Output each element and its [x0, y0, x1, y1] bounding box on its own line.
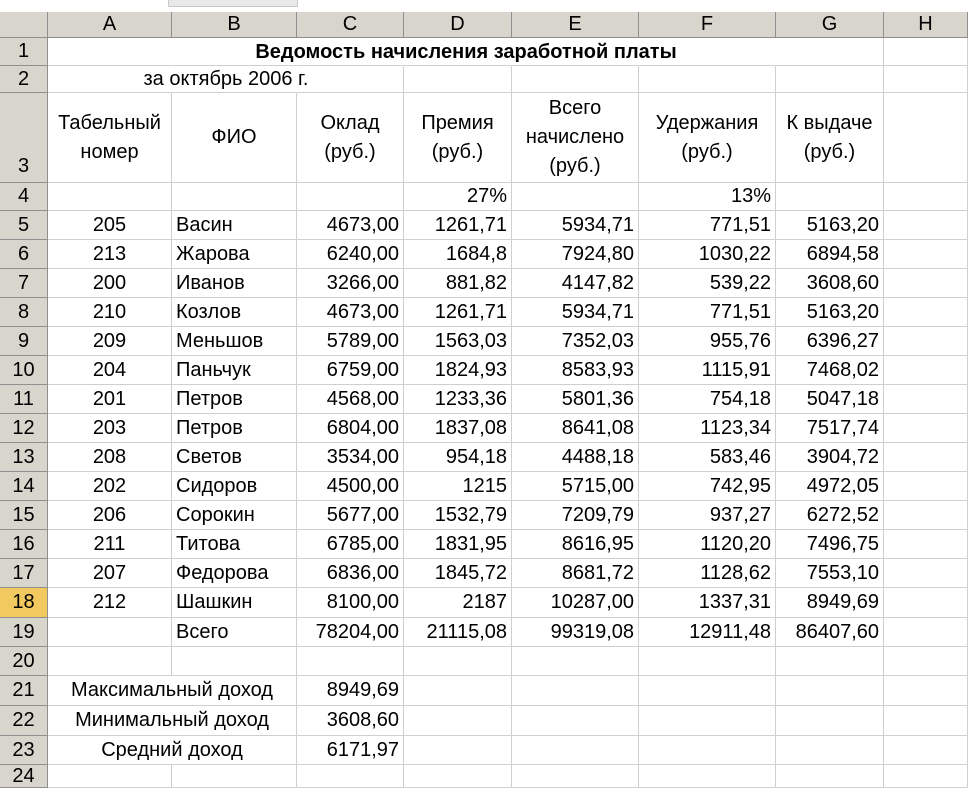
header-deduct[interactable]: Удержания (руб.): [639, 93, 776, 183]
cell-d7[interactable]: 881,82: [404, 269, 512, 298]
cell-b18[interactable]: Шашкин: [172, 588, 297, 618]
stat-value[interactable]: 8949,69: [297, 676, 404, 706]
column-header-f[interactable]: F: [639, 12, 776, 38]
cell-c9[interactable]: 5789,00: [297, 327, 404, 356]
cell-d11[interactable]: 1233,36: [404, 385, 512, 414]
column-header-g[interactable]: G: [776, 12, 884, 38]
cell-f18[interactable]: 1337,31: [639, 588, 776, 618]
row-header-3[interactable]: 3: [0, 93, 48, 183]
cell-a6[interactable]: 213: [48, 240, 172, 269]
cell-b5[interactable]: Васин: [172, 211, 297, 240]
cell-h2[interactable]: [884, 66, 968, 93]
select-all-corner[interactable]: [0, 12, 48, 38]
cell-d6[interactable]: 1684,8: [404, 240, 512, 269]
cell-d9[interactable]: 1563,03: [404, 327, 512, 356]
cell-f16[interactable]: 1120,20: [639, 530, 776, 559]
cell-h9[interactable]: [884, 327, 968, 356]
row-header-1[interactable]: 1: [0, 38, 48, 66]
cell-e14[interactable]: 5715,00: [512, 472, 639, 501]
cell-f8[interactable]: 771,51: [639, 298, 776, 327]
cell-g5[interactable]: 5163,20: [776, 211, 884, 240]
cell-c24[interactable]: [297, 765, 404, 788]
cell-h1[interactable]: [884, 38, 968, 66]
sheet-title: Ведомость начисления заработной платы: [255, 40, 677, 63]
cell-a15[interactable]: 206: [48, 501, 172, 530]
cell-f5[interactable]: 771,51: [639, 211, 776, 240]
stat-label: Минимальный доход: [48, 706, 297, 736]
cell-d17[interactable]: 1845,72: [404, 559, 512, 588]
cell-f20[interactable]: [639, 647, 776, 676]
cell-a7[interactable]: 200: [48, 269, 172, 298]
header-salary[interactable]: Оклад (руб.): [297, 93, 404, 183]
header-bonus[interactable]: Премия (руб.): [404, 93, 512, 183]
row-header-9[interactable]: 9: [0, 327, 48, 356]
cell-d15[interactable]: 1532,79: [404, 501, 512, 530]
cell-f9[interactable]: 955,76: [639, 327, 776, 356]
cell-a10[interactable]: 204: [48, 356, 172, 385]
column-header-c[interactable]: C: [297, 12, 404, 38]
cell-b16[interactable]: Титова: [172, 530, 297, 559]
header-total[interactable]: Всего начислено (руб.): [512, 93, 639, 183]
sheet-subtitle: за октябрь 2006 г.: [143, 68, 309, 90]
cell-e13[interactable]: 4488,18: [512, 443, 639, 472]
toolbar-edge: [0, 0, 968, 12]
cell-a5[interactable]: 205: [48, 211, 172, 240]
row-header-10[interactable]: 10: [0, 356, 48, 385]
cell-g20[interactable]: [776, 647, 884, 676]
cell-a14[interactable]: 202: [48, 472, 172, 501]
cell-g13[interactable]: 3904,72: [776, 443, 884, 472]
row-header-22[interactable]: 22: [0, 706, 48, 736]
cell-g21[interactable]: [776, 676, 884, 706]
cell-c13[interactable]: 3534,00: [297, 443, 404, 472]
cell-h20[interactable]: [884, 647, 968, 676]
cell-f12[interactable]: 1123,34: [639, 414, 776, 443]
cell-g10[interactable]: 7468,02: [776, 356, 884, 385]
cell-e22[interactable]: [512, 706, 639, 736]
cell-c14[interactable]: 4500,00: [297, 472, 404, 501]
cell-g7[interactable]: 3608,60: [776, 269, 884, 298]
cell-f7[interactable]: 539,22: [639, 269, 776, 298]
row-header-16[interactable]: 16: [0, 530, 48, 559]
cell-b11[interactable]: Петров: [172, 385, 297, 414]
cell-d24[interactable]: [404, 765, 512, 788]
cell-b7[interactable]: Иванов: [172, 269, 297, 298]
cell-a20[interactable]: [48, 647, 172, 676]
cell-d8[interactable]: 1261,71: [404, 298, 512, 327]
cell-d23[interactable]: [404, 736, 512, 765]
cell-b8[interactable]: Козлов: [172, 298, 297, 327]
cell-h6[interactable]: [884, 240, 968, 269]
cell-h21[interactable]: [884, 676, 968, 706]
cell-a16[interactable]: 211: [48, 530, 172, 559]
cell-c10[interactable]: 6759,00: [297, 356, 404, 385]
column-header-d[interactable]: D: [404, 12, 512, 38]
cell-d21[interactable]: [404, 676, 512, 706]
row-header-15[interactable]: 15: [0, 501, 48, 530]
cell-g4[interactable]: [776, 183, 884, 211]
cell-e23[interactable]: [512, 736, 639, 765]
cell-h11[interactable]: [884, 385, 968, 414]
row-header-17[interactable]: 17: [0, 559, 48, 588]
header-payout[interactable]: К выдаче (руб.): [776, 93, 884, 183]
cell-f2[interactable]: [639, 66, 776, 93]
cell-e16[interactable]: 8616,95: [512, 530, 639, 559]
cell-e17[interactable]: 8681,72: [512, 559, 639, 588]
cell-c16[interactable]: 6785,00: [297, 530, 404, 559]
cell-h23[interactable]: [884, 736, 968, 765]
stat-label: Максимальный доход: [48, 676, 297, 706]
cell-e15[interactable]: 7209,79: [512, 501, 639, 530]
row-header-8[interactable]: 8: [0, 298, 48, 327]
cell-c7[interactable]: 3266,00: [297, 269, 404, 298]
cell-e2[interactable]: [512, 66, 639, 93]
cell-h18[interactable]: [884, 588, 968, 618]
cell-h8[interactable]: [884, 298, 968, 327]
cell-a18[interactable]: 212: [48, 588, 172, 618]
cell-d16[interactable]: 1831,95: [404, 530, 512, 559]
row-header-6[interactable]: 6: [0, 240, 48, 269]
row-header-23[interactable]: 23: [0, 736, 48, 765]
cell-c6[interactable]: 6240,00: [297, 240, 404, 269]
cell-c12[interactable]: 6804,00: [297, 414, 404, 443]
sheet-tab-edge: [168, 0, 298, 7]
cell-d12[interactable]: 1837,08: [404, 414, 512, 443]
cell-a19[interactable]: [48, 618, 172, 647]
row-header-11[interactable]: 11: [0, 385, 48, 414]
cell-e7[interactable]: 4147,82: [512, 269, 639, 298]
stat-value[interactable]: 6171,97: [297, 736, 404, 765]
cell-g9[interactable]: 6396,27: [776, 327, 884, 356]
cell-f23[interactable]: [639, 736, 776, 765]
cell-h17[interactable]: [884, 559, 968, 588]
cell-h4[interactable]: [884, 183, 968, 211]
cell-f13[interactable]: 583,46: [639, 443, 776, 472]
cell-f24[interactable]: [639, 765, 776, 788]
cell-e12[interactable]: 8641,08: [512, 414, 639, 443]
cell-g14[interactable]: 4972,05: [776, 472, 884, 501]
cell-d13[interactable]: 954,18: [404, 443, 512, 472]
cell-c4[interactable]: [297, 183, 404, 211]
row-header-4[interactable]: 4: [0, 183, 48, 211]
cell-e11[interactable]: 5801,36: [512, 385, 639, 414]
cell-f22[interactable]: [639, 706, 776, 736]
bonus-rate[interactable]: 27%: [404, 183, 512, 211]
cell-a4[interactable]: [48, 183, 172, 211]
cell-d2[interactable]: [404, 66, 512, 93]
column-header-a[interactable]: A: [48, 12, 172, 38]
row-header-13[interactable]: 13: [0, 443, 48, 472]
total-deduct[interactable]: 12911,48: [639, 618, 776, 647]
cell-e18[interactable]: 10287,00: [512, 588, 639, 618]
cell-h3[interactable]: [884, 93, 968, 183]
cell-f11[interactable]: 754,18: [639, 385, 776, 414]
cell-h16[interactable]: [884, 530, 968, 559]
header-tab[interactable]: Табельный номер: [48, 93, 172, 183]
cell-g11[interactable]: 5047,18: [776, 385, 884, 414]
row-header-12[interactable]: 12: [0, 414, 48, 443]
cell-e4[interactable]: [512, 183, 639, 211]
column-header-h[interactable]: H: [884, 12, 968, 38]
row-header-7[interactable]: 7: [0, 269, 48, 298]
cell-a13[interactable]: 208: [48, 443, 172, 472]
cell-g16[interactable]: 7496,75: [776, 530, 884, 559]
cell-e21[interactable]: [512, 676, 639, 706]
cell-b24[interactable]: [172, 765, 297, 788]
deduct-rate[interactable]: 13%: [639, 183, 776, 211]
cell-h14[interactable]: [884, 472, 968, 501]
cell-h10[interactable]: [884, 356, 968, 385]
cell-h24[interactable]: [884, 765, 968, 788]
cell-g8[interactable]: 5163,20: [776, 298, 884, 327]
cell-e20[interactable]: [512, 647, 639, 676]
cell-a9[interactable]: 209: [48, 327, 172, 356]
cell-b20[interactable]: [172, 647, 297, 676]
cell-a12[interactable]: 203: [48, 414, 172, 443]
total-salary[interactable]: 78204,00: [297, 618, 404, 647]
cell-g12[interactable]: 7517,74: [776, 414, 884, 443]
cell-b15[interactable]: Сорокин: [172, 501, 297, 530]
cell-h7[interactable]: [884, 269, 968, 298]
cell-a24[interactable]: [48, 765, 172, 788]
cell-g22[interactable]: [776, 706, 884, 736]
cell-d14[interactable]: 1215: [404, 472, 512, 501]
cell-b6[interactable]: Жарова: [172, 240, 297, 269]
cell-g24[interactable]: [776, 765, 884, 788]
cell-d20[interactable]: [404, 647, 512, 676]
cell-d5[interactable]: 1261,71: [404, 211, 512, 240]
cell-f14[interactable]: 742,95: [639, 472, 776, 501]
cell-f21[interactable]: [639, 676, 776, 706]
cell-c20[interactable]: [297, 647, 404, 676]
cell-c5[interactable]: 4673,00: [297, 211, 404, 240]
row-header-21[interactable]: 21: [0, 676, 48, 706]
row-header-2[interactable]: 2: [0, 66, 48, 93]
stat-value[interactable]: 3608,60: [297, 706, 404, 736]
cell-g17[interactable]: 7553,10: [776, 559, 884, 588]
cell-g23[interactable]: [776, 736, 884, 765]
cell-h5[interactable]: [884, 211, 968, 240]
cell-a11[interactable]: 201: [48, 385, 172, 414]
cell-g2[interactable]: [776, 66, 884, 93]
cell-e5[interactable]: 5934,71: [512, 211, 639, 240]
cell-b9[interactable]: Меньшов: [172, 327, 297, 356]
cell-f10[interactable]: 1115,91: [639, 356, 776, 385]
row-header-14[interactable]: 14: [0, 472, 48, 501]
cell-e8[interactable]: 5934,71: [512, 298, 639, 327]
cell-b13[interactable]: Светов: [172, 443, 297, 472]
row-header-18[interactable]: 18: [0, 588, 48, 618]
cell-b17[interactable]: Федорова: [172, 559, 297, 588]
cell-h19[interactable]: [884, 618, 968, 647]
cell-h22[interactable]: [884, 706, 968, 736]
cell-c18[interactable]: 8100,00: [297, 588, 404, 618]
cell-g6[interactable]: 6894,58: [776, 240, 884, 269]
cell-h15[interactable]: [884, 501, 968, 530]
cell-e6[interactable]: 7924,80: [512, 240, 639, 269]
cell-a17[interactable]: 207: [48, 559, 172, 588]
cell-e10[interactable]: 8583,93: [512, 356, 639, 385]
row-header-20[interactable]: 20: [0, 647, 48, 676]
cell-c8[interactable]: 4673,00: [297, 298, 404, 327]
cell-h13[interactable]: [884, 443, 968, 472]
cell-h12[interactable]: [884, 414, 968, 443]
row-header-19[interactable]: 19: [0, 618, 48, 647]
total-total[interactable]: 99319,08: [512, 618, 639, 647]
cell-g15[interactable]: 6272,52: [776, 501, 884, 530]
cell-b4[interactable]: [172, 183, 297, 211]
cell-e24[interactable]: [512, 765, 639, 788]
header-name[interactable]: ФИО: [172, 93, 297, 183]
total-bonus[interactable]: 21115,08: [404, 618, 512, 647]
column-header-b[interactable]: B: [172, 12, 297, 38]
cell-a8[interactable]: 210: [48, 298, 172, 327]
cell-f17[interactable]: 1128,62: [639, 559, 776, 588]
totals-label[interactable]: Всего: [172, 618, 297, 647]
cell-f15[interactable]: 937,27: [639, 501, 776, 530]
cell-c17[interactable]: 6836,00: [297, 559, 404, 588]
cell-d18[interactable]: 2187: [404, 588, 512, 618]
cell-d10[interactable]: 1824,93: [404, 356, 512, 385]
cell-b10[interactable]: Паньчук: [172, 356, 297, 385]
cell-g18[interactable]: 8949,69: [776, 588, 884, 618]
total-payout[interactable]: 86407,60: [776, 618, 884, 647]
cell-b12[interactable]: Петров: [172, 414, 297, 443]
cell-d22[interactable]: [404, 706, 512, 736]
cell-e9[interactable]: 7352,03: [512, 327, 639, 356]
stat-label: Средний доход: [48, 736, 297, 765]
cell-f6[interactable]: 1030,22: [639, 240, 776, 269]
row-header-24[interactable]: 24: [0, 765, 48, 788]
column-header-e[interactable]: E: [512, 12, 639, 38]
cell-c11[interactable]: 4568,00: [297, 385, 404, 414]
row-header-5[interactable]: 5: [0, 211, 48, 240]
cell-b14[interactable]: Сидоров: [172, 472, 297, 501]
cell-c15[interactable]: 5677,00: [297, 501, 404, 530]
